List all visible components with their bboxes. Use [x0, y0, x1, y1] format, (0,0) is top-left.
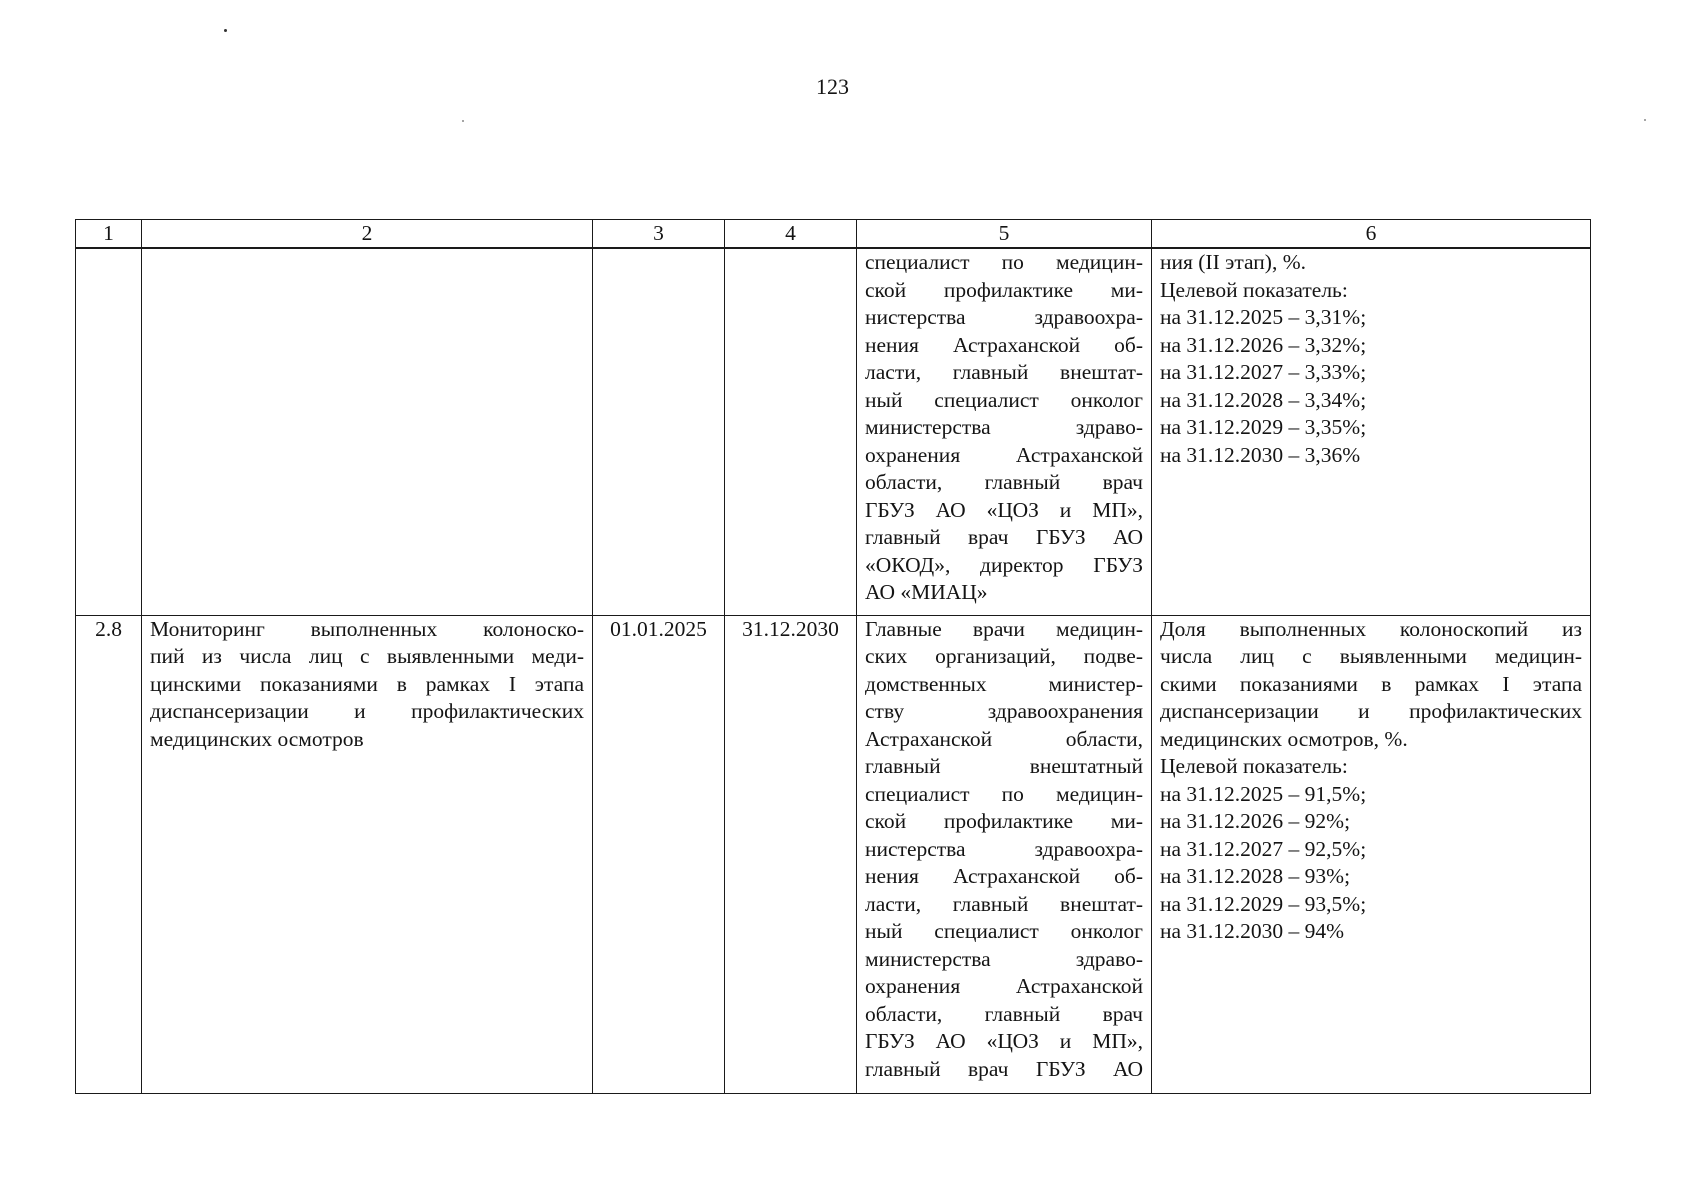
end-date [725, 248, 857, 615]
responsible-line: ских организаций, подве- [865, 644, 1143, 668]
responsible-line: охранения Астраханской [865, 442, 1143, 467]
activity-name-line: пий из числа лиц с выявленными меди- [150, 644, 584, 668]
responsible-line: области, главный врач [865, 1001, 1143, 1026]
indicator-cell [1152, 615, 1591, 1093]
indicator-line: медицинских осмотров, %. [1160, 726, 1408, 751]
indicator-line: на 31.12.2028 – 3,34%; [1160, 387, 1367, 412]
indicator-line: на 31.12.2029 – 3,35%; [1160, 415, 1367, 439]
end-date: 31.12.2030 [725, 615, 857, 1093]
responsible-line: «ОКОД», директор ГБУЗ [865, 552, 1143, 577]
activity-name [142, 248, 593, 615]
indicator-line: числа лиц с выявленными медицин- [1160, 644, 1582, 668]
table-row-continuation [76, 248, 1591, 615]
responsible-line: ГБУЗ АО «ЦОЗ и МП», [865, 497, 1143, 522]
scan-speck [462, 120, 464, 122]
indicator-line: на 31.12.2028 – 93%; [1160, 864, 1351, 888]
start-date: 01.01.2025 [593, 615, 725, 1093]
column-header-2: 2 [142, 220, 593, 249]
responsible-cell [857, 248, 1152, 615]
responsible-line: ГБУЗ АО «ЦОЗ и МП», [865, 1029, 1143, 1053]
start-date [593, 248, 725, 615]
activity-name-line: Мониторинг выполненных колоноско- [150, 616, 584, 641]
responsible-line: нистерства здравоохра- [865, 305, 1143, 329]
responsible-line: главный врач ГБУЗ АО [865, 525, 1143, 549]
responsible-line: Главные врачи медицин- [865, 616, 1143, 641]
plan-table [75, 219, 1591, 1094]
indicator-line: на 31.12.2030 – 94% [1160, 919, 1345, 943]
column-header-4: 4 [725, 220, 857, 249]
indicator-line: на 31.12.2026 – 92%; [1160, 809, 1351, 833]
responsible-line: ству здравоохранения [865, 699, 1143, 723]
indicator-line: на 31.12.2030 – 3,36% [1160, 442, 1361, 467]
responsible-line: Астраханской области, [865, 726, 1143, 751]
table-row-2-8 [76, 615, 1591, 1093]
indicator-line: на 31.12.2025 – 91,5%; [1160, 781, 1367, 806]
column-number-row [76, 220, 1591, 249]
responsible-line: АО «МИАЦ» [865, 580, 988, 604]
responsible-cell [857, 615, 1152, 1093]
responsible-line: домственных министер- [865, 671, 1143, 696]
indicator-line: на 31.12.2029 – 93,5%; [1160, 891, 1367, 916]
indicator-line: диспансеризации и профилактических [1160, 699, 1582, 723]
scan-speck [224, 29, 227, 32]
responsible-line: ской профилактике ми- [865, 809, 1143, 833]
page-number: 123 [816, 74, 849, 99]
column-header-5: 5 [857, 220, 1152, 249]
indicator-line: Целевой показатель: [1160, 754, 1348, 778]
activity-name [142, 615, 593, 1093]
indicator-line: на 31.12.2025 – 3,31%; [1160, 305, 1367, 329]
indicator-line: скими показаниями в рамках I этапа [1160, 671, 1582, 696]
responsible-line: главный врач ГБУЗ АО [865, 1056, 1143, 1081]
activity-name-line: цинскими показаниями в рамках I этапа [150, 671, 584, 696]
indicator-line: на 31.12.2027 – 3,33%; [1160, 360, 1367, 384]
column-header-3: 3 [593, 220, 725, 249]
responsible-line: ласти, главный внештат- [865, 360, 1143, 384]
responsible-line: министерства здраво- [865, 415, 1143, 439]
responsible-line: ской профилактике ми- [865, 277, 1143, 302]
indicator-line: Доля выполненных колоноскопий из [1160, 616, 1582, 641]
activity-name-line: медицинских осмотров [150, 726, 364, 751]
responsible-line: главный внештатный [865, 754, 1143, 778]
indicator-line: на 31.12.2027 – 92,5%; [1160, 836, 1367, 861]
activity-name-line: диспансеризации и профилактических [150, 699, 584, 723]
scan-speck [1644, 119, 1646, 121]
indicator-line: ния (II этап), %. [1160, 250, 1306, 274]
responsible-line: нистерства здравоохра- [865, 836, 1143, 861]
indicator-line: Целевой показатель: [1160, 277, 1348, 302]
indicator-cell [1152, 248, 1591, 615]
row-number [76, 248, 142, 615]
responsible-line: ласти, главный внештат- [865, 891, 1143, 916]
responsible-line: нения Астраханской об- [865, 332, 1143, 357]
indicator-line: на 31.12.2026 – 3,32%; [1160, 332, 1367, 357]
responsible-line: охранения Астраханской [865, 974, 1143, 998]
responsible-line: специалист по медицин- [865, 781, 1143, 806]
responsible-line: ный специалист онколог [865, 387, 1143, 412]
responsible-line: ный специалист онколог [865, 919, 1143, 943]
row-number: 2.8 [76, 615, 142, 1093]
responsible-line: министерства здраво- [865, 946, 1143, 971]
responsible-line: нения Астраханской об- [865, 864, 1143, 888]
responsible-line: специалист по медицин- [865, 250, 1143, 274]
responsible-line: области, главный врач [865, 470, 1143, 494]
column-header-6: 6 [1152, 220, 1591, 249]
column-header-1: 1 [76, 220, 142, 249]
